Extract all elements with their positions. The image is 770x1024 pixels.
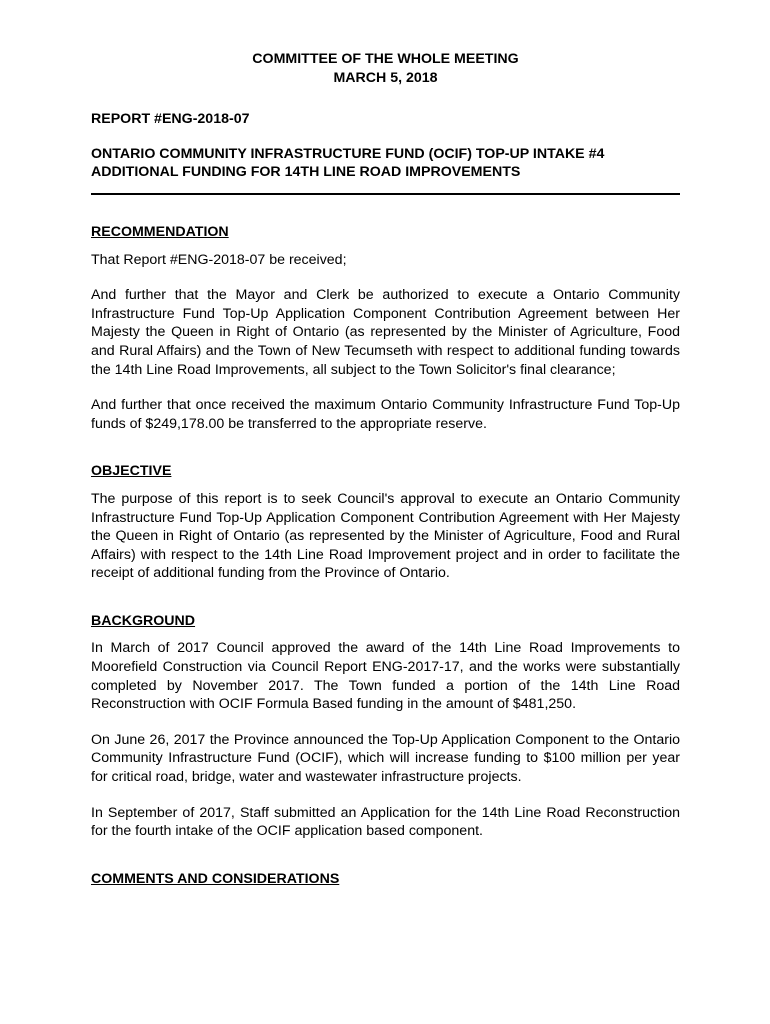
- recommendation-paragraph: And further that the Mayor and Clerk be authorized to execute a Ontario Community Infrastructure Fund Top-Up Application Component Contribution Agreement between Her Majesty the Queen in Right of Ontario (as represented by the Minister of Agriculture, Food and Rural Affairs) and the Town of New Tecumseth with respect to additional funding towards the 14th Line Road Improvements, all subject to the Town Solicitor's final clearance;: [91, 287, 680, 378]
- report-subject: [91, 145, 680, 182]
- meeting-date: MARCH 5, 2018: [333, 69, 438, 86]
- meeting-title: COMMITTEE OF THE WHOLE MEETING: [252, 51, 519, 67]
- recommendation-paragraph: And further that once received the maximum Ontario Community Infrastructure Fund Top-Up funds of $249,178.00 be transferred to the appropriate reserve.: [91, 397, 680, 432]
- background-heading: BACKGROUND: [91, 612, 196, 629]
- comments-heading: COMMENTS AND CONSIDERATIONS: [91, 870, 340, 887]
- objective-paragraph: The purpose of this report is to seek Council's approval to execute an Ontario Community Infrastructure Fund Top-Up Application Component Contribution Agreement with Her Majesty the Queen in Right of Ontario (as represented by the Minister of Agriculture, Food and Rural Affairs) with respect to the 14th Line Road Improvement project and in order to facilitate the receipt of additional funding from the Province of Ontario.: [91, 490, 680, 582]
- subject-line: ONTARIO COMMUNITY INFRASTRUCTURE FUND (OCIF) TOP-UP INTAKE #4: [91, 145, 605, 162]
- document-body: [91, 50, 680, 888]
- background-paragraph: On June 26, 2017 the Province announced the Top-Up Application Component to the Ontario Community Infrastructure Fund (OCIF), which will increase funding to $100 million per year for critical road, bridge, water and wastewater infrastructure projects.: [91, 731, 680, 786]
- subject-line: ADDITIONAL FUNDING FOR 14TH LINE ROAD IMPROVEMENTS: [91, 164, 521, 181]
- objective-heading: OBJECTIVE: [91, 463, 172, 480]
- background-paragraph: In September of 2017, Staff submitted an Application for the 14th Line Road Reconstruction for the fourth intake of the OCIF application based component.: [91, 804, 680, 840]
- recommendation-paragraph: That Report #ENG-2018-07 be received;: [91, 251, 347, 268]
- recommendation-heading: RECOMMENDATION: [91, 223, 229, 240]
- report-number: REPORT #ENG-2018-07: [91, 111, 250, 128]
- header-divider: [91, 193, 680, 195]
- background-paragraph: In March of 2017 Council approved the award of the 14th Line Road Improvements to Moorefield Construction via Council Report ENG-2017-17, and the works were substantially completed by November 2017. The Town funded a portion of the 14th Line Road Reconstruction with OCIF Formula Based funding in the amount of $481,250.: [91, 640, 680, 713]
